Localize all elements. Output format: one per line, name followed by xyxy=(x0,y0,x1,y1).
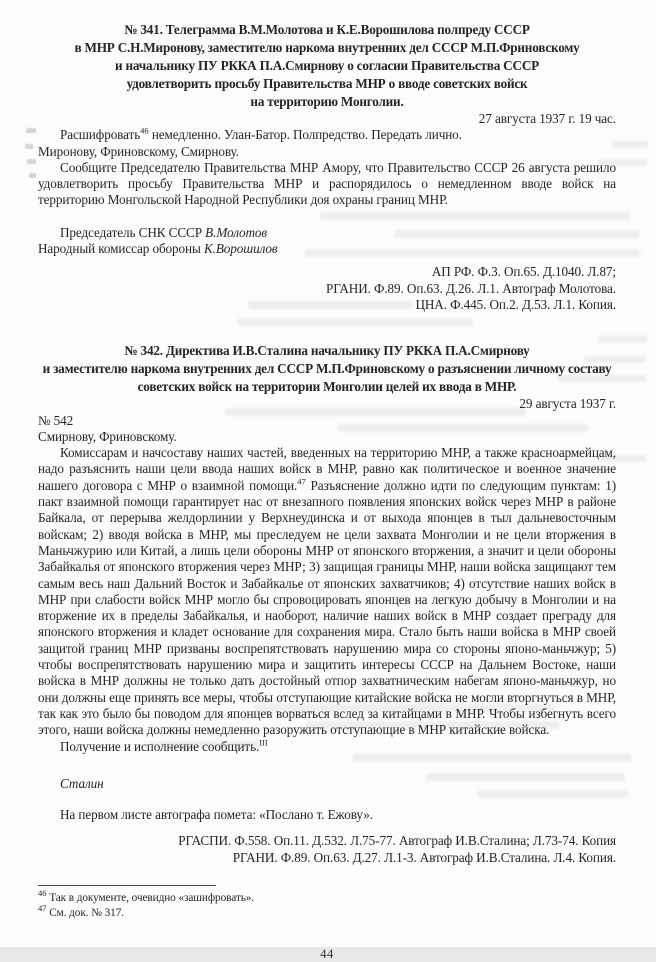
page-number: 44 xyxy=(320,946,334,961)
signature-line xyxy=(38,241,616,257)
doc-342 xyxy=(38,342,616,866)
doc-341-heading-line: в МНР С.Н.Миронову, заместителю наркома внутренних дел СССР М.П.Фриновскому xyxy=(74,40,580,55)
doc-341-heading-line: на территорию Монголии. xyxy=(250,94,404,109)
footnote-separator-rule xyxy=(38,885,216,886)
doc-342-heading-line: советских войск на территории Монголии целей их ввода в МНР. xyxy=(137,379,517,395)
signature-name: Сталин xyxy=(60,775,104,791)
footnote xyxy=(38,903,616,921)
archival-ref: АП РФ. Ф.3. Оп.65. Д.1040. Л.87; xyxy=(431,264,616,280)
footnote-marker: 46 xyxy=(38,888,47,899)
doc-341-transmission-line xyxy=(38,127,616,143)
text-run: немедленно. Улан-Батор. Полпредство. Передать лично. xyxy=(148,127,462,143)
text-run: Получение и исполнение сообщить. xyxy=(60,738,260,754)
doc-341-signatures xyxy=(38,225,616,258)
doc-342-closing xyxy=(38,739,616,755)
footnote-ref-47: 47 xyxy=(297,476,306,487)
doc-342-heading-line: и заместителю наркома внутренних дел СССР М.П.Фриновскому о разъяснении личному составу xyxy=(42,361,612,377)
doc-342-date: 29 августа 1937 г. xyxy=(519,396,616,412)
footnote-marker: 47 xyxy=(38,903,47,914)
signature-role: Председатель СНК СССР xyxy=(60,224,206,240)
comment-ref-iii: III xyxy=(259,737,268,748)
footnote-text: См. док. № 317. xyxy=(46,906,124,919)
text-run: Расшифровать xyxy=(60,127,141,143)
doc-342-editorial-note: На первом листе автографа помета: «Послано т. Ежову». xyxy=(60,807,373,823)
signature-name: В.Молотов xyxy=(205,224,268,240)
doc-341-addressees: Миронову, Фриновскому, Смирнову. xyxy=(38,143,239,159)
footnotes-section xyxy=(38,885,616,921)
signature-role: Народный комиссар обороны xyxy=(38,241,204,257)
doc-342-body xyxy=(38,445,616,738)
archival-ref: ЦНА. Ф.445. Оп.2. Д.53. Л.1. Копия. xyxy=(415,296,616,312)
doc-341-archival-refs xyxy=(38,264,616,313)
signature-line xyxy=(38,225,616,241)
doc-341-heading-line: и начальнику ПУ РККА П.А.Смирнову о согласии Правительства СССР xyxy=(114,58,540,73)
archival-ref: РГАНИ. Ф.89. Оп.63. Д.26. Л.1. Автограф Молотова. xyxy=(326,280,616,296)
doc-342-number: № 542 xyxy=(38,412,74,428)
doc-341-heading xyxy=(38,21,616,111)
text-run: Разъяснение должно идти по следующим пунктам: 1) пакт взаимной помощи гарантирует нас от внезапного появления японских войск через МНР в районе Байкала, от перерыва желдорлинии у Верхнеудинска и от выхода японцев в тыл дальневосточным войскам; 2) вводя войска в МНР, мы преследуем не цели захвата Монголии и не цели вторжения в Маньчжурию или Китай, а лишь цели обороны МНР от японского вторжения, а значит и цели обороны Забайкалья от японского вторжения через МНР; 3) защищая границы МНР, наши войска защищают тем самым весь наш Дальний Восток и Забайкалье от японских захватчиков; 4) отсутствие наших войск в МНР при слабости войск МНР могло бы спровоцировать японцев на легкую добычу в Монголии и на вторжение их в пределы Забайкалья, и наоборот, наличие наших войск в МНР создает преграду для японского вторжения и кладет основание для сохранения мира. Стало быть наши войска в МНР своей защитой границ МНР призваны воспрепятствовать нарушению мира со стороны японо-маньчжур; 5) чтобы воспрепятствовать нарушению мира и защитить интересы СССР на Дальнем Востоке, наши войска в МНР должны не только дать достойный отпор захватническим набегам японо-маньчжур, но они должны еще принять все меры, чтобы отступающие китайские войска не могли вторгнуться в МНР, так как это было бы поводом для японцев ворваться вслед за китайцами в МНР. Чтобы избегнуть всего этого, наши войска должны немедленно разоружить отступающие в МНР китайские войска. xyxy=(38,477,617,738)
footnote-ref-46: 46 xyxy=(140,125,149,136)
footnote xyxy=(38,888,616,906)
signature-name: К.Ворошилов xyxy=(203,241,278,257)
doc-342-heading xyxy=(38,342,616,396)
doc-342-signature xyxy=(38,776,616,792)
doc-342-archival-refs xyxy=(38,833,616,866)
archival-ref: РГАСПИ. Ф.558. Оп.11. Д.532. Л.75-77. Автограф И.В.Сталина; Л.73-74. Копия xyxy=(178,833,616,849)
doc-342-addressees: Смирнову, Фриновскому. xyxy=(38,428,177,444)
text-run: Комиссарам и начсоставу наших частей, введенных на территорию МНР, а также красноармейцам, надо разъяснить наши цели ввода наших войск в МНР, равно как политическое и военное значение нашего договора с МНР о взаимной помощи. xyxy=(38,445,616,493)
doc-341-heading-line: № 341. Телеграмма В.М.Молотова и К.Е.Ворошилова полпреду СССР xyxy=(124,22,530,37)
doc-341-date: 27 августа 1937 г. 19 час. xyxy=(478,111,616,126)
doc-341-body: Сообщите Председателю Правительства МНР Амору, что Правительство СССР 26 августа решило удовлетворить просьбу Правительства МНР и распорядилось о немедленном вводе войск на территорию Монгольской Народной Республики доя охраны границ МНР. xyxy=(38,159,616,208)
footnote-text: Так в документе, очевидно «зашифровать». xyxy=(46,891,255,904)
doc-341 xyxy=(38,21,616,313)
doc-342-heading-line: № 342. Директива И.В.Сталина начальнику ПУ РККА П.А.Смирнову xyxy=(124,343,530,359)
doc-341-heading-line: удовлетворить просьбу Правительства МНР о вводе советских войск xyxy=(126,76,528,91)
archival-ref: РГАНИ. Ф.89. Оп.63. Д.27. Л.1-3. Автограф И.В.Сталина. Л.4. Копия. xyxy=(232,849,616,865)
